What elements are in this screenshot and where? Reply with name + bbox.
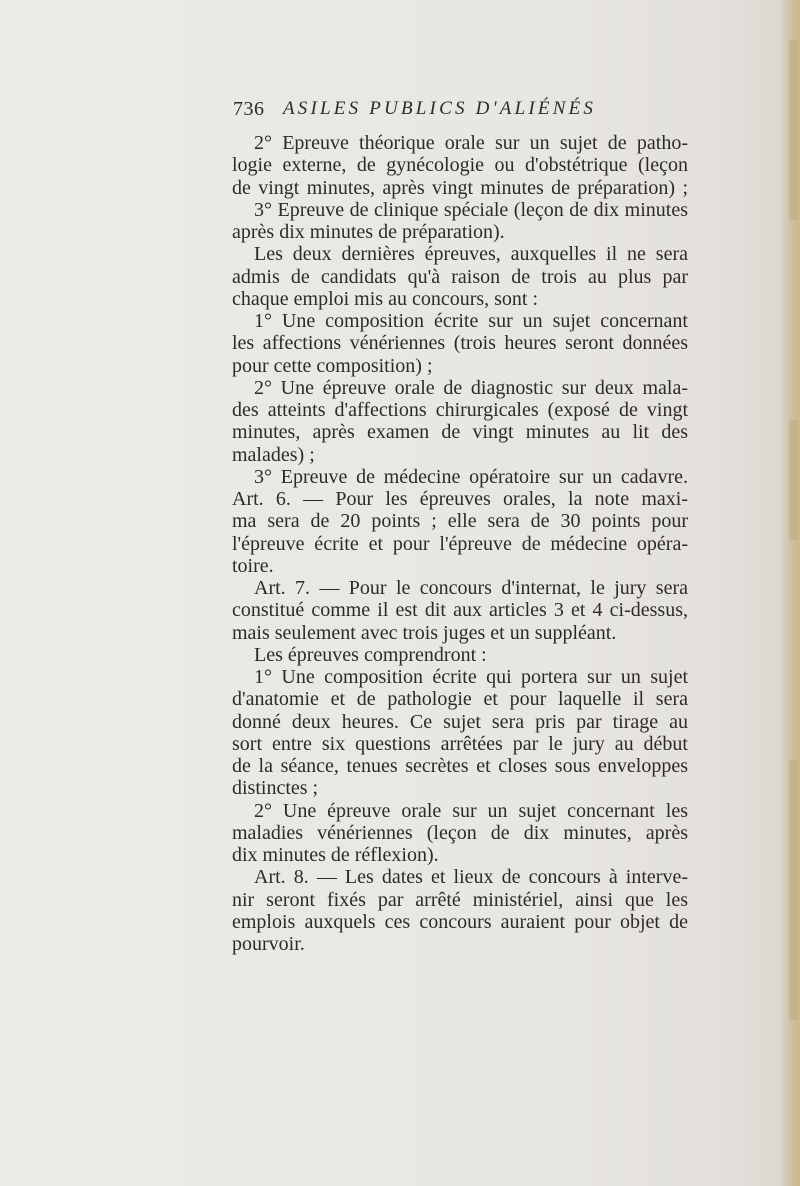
text-line: minutes, après examen de vingt minutes au lit des [232,421,688,444]
text-line: de vingt minutes, après vingt minutes de préparation) ; [232,176,688,199]
page-edge [782,0,800,1186]
text-line: admis de candidats qu'à raison de trois au plus par [232,265,688,288]
text-line: Art. 7. — Pour le concours d'internat, le jury sera [254,577,688,599]
text-line: ma sera de 20 points ; elle sera de 30 points pour [232,510,688,533]
running-head-title: ASILES PUBLICS D'ALIÉNÉS [283,98,597,119]
text-line: Les épreuves comprendront : [254,643,487,666]
text-line: pour cette composition) ; [232,354,433,377]
text-line: donné deux heures. Ce sujet sera pris par tirage au [232,710,688,733]
text-line: de la séance, tenues secrètes et closes sous enveloppes [232,755,688,777]
text-line: 2° Une épreuve orale de diagnostic sur deux mala- [254,376,688,399]
page-edge-shadow [789,40,798,220]
text-line: Les deux dernières épreuves, auxquelles il ne sera [254,243,688,266]
text-line: distinctes ; [232,777,319,800]
text-line: mais seulement avec trois juges et un suppléant. [232,621,617,644]
text-line: toire. [232,554,274,577]
text-line: 1° Une composition écrite qui portera sur un sujet [254,666,688,688]
text-line: malades) ; [232,443,315,466]
text-line: dix minutes de réflexion). [232,844,439,866]
text-line: constitué comme il est dit aux articles 3 et 4 ci-dessus, [232,599,688,622]
text-line: pourvoir. [232,933,305,955]
text-line: 2° Epreuve théorique orale sur un sujet de patho- [254,132,688,154]
text-line: emplois auxquels ces concours auraient pour objet de [232,910,688,933]
text-line: 3° Epreuve de clinique spéciale (leçon de dix minutes [254,198,688,221]
text-line: Art. 8. — Les dates et lieux de concours à interve- [254,866,688,889]
text-line: d'anatomie et de pathologie et pour laquelle il sera [232,688,688,711]
text-line: logie externe, de gynécologie ou d'obstétrique (leçon [232,154,688,177]
text-line: chaque emploi mis au concours, sont : [232,287,539,310]
text-line: Art. 6. — Pour les épreuves orales, la note maxi- [232,488,688,510]
text-line: les affections vénériennes (trois heures seront données [232,332,688,355]
page-edge-shadow [789,760,798,1020]
text-line: après dix minutes de préparation). [232,221,505,243]
text-line: des atteints d'affections chirurgicales (exposé de vingt [232,399,688,421]
text-line: 2° Une épreuve orale sur un sujet concernant les [254,799,688,822]
text-line: nir seront fixés par arrêté ministériel, ainsi que les [232,888,688,911]
text-line: maladies vénériennes (leçon de dix minutes, après [232,821,688,844]
page-number: 736 [233,98,265,120]
text-line: l'épreuve écrite et pour l'épreuve de médecine opéra- [232,532,688,555]
text-line: 1° Une composition écrite sur un sujet concernant [254,310,688,332]
text-line: 3° Epreuve de médecine opératoire sur un cadavre. [254,465,688,488]
body-text [232,132,688,955]
page-edge-shadow [789,420,798,540]
text-line: sort entre six questions arrêtées par le jury au début [232,732,688,755]
